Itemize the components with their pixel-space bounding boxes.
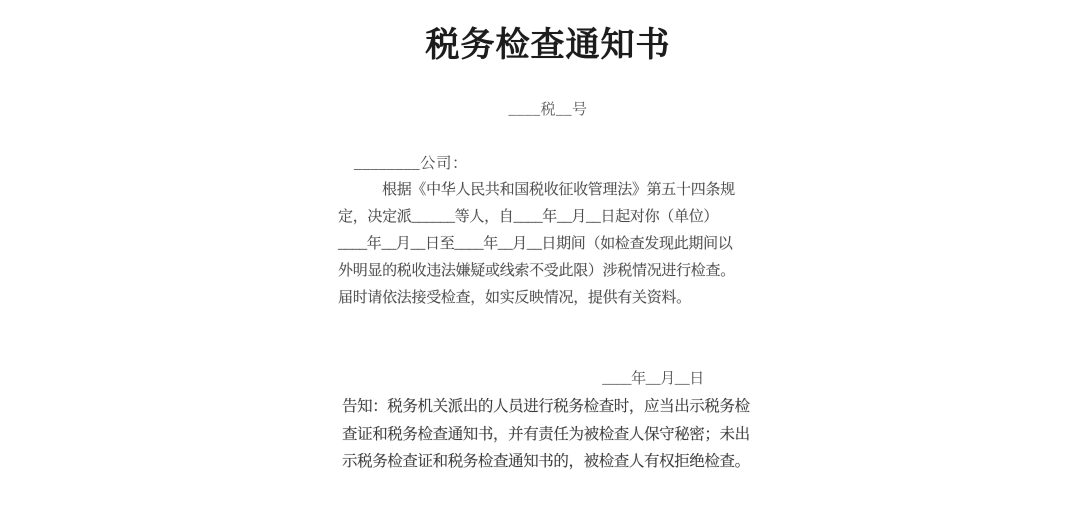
body-line-3: ____年__月__日至____年__月__日期间（如检查发现此期间以 — [338, 236, 733, 252]
document-title: 税务检查通知书 — [425, 27, 671, 64]
notice-line-3: 示税务检查证和税务检查通知书的，被检查人有权拒绝检查。 — [342, 453, 750, 470]
body-line-1: 根据《中华人民共和国税收征收管理法》第五十四条规 — [382, 182, 735, 198]
notice-paragraph — [342, 393, 782, 476]
body-line-4: 外明显的税收违法嫌疑或线索不受此限）涉税情况进行检查。 — [338, 263, 735, 279]
body-paragraph — [338, 177, 768, 312]
notice-line-1: 告知：税务机关派出的人员进行税务检查时，应当出示税务检 — [342, 398, 750, 415]
body-line-2: 定，决定派______等人，自____年__月__日起对你（单位） — [338, 209, 719, 225]
document-number-line: ____税__号 — [508, 102, 588, 118]
notice-line-2: 查证和税务检查通知书，并有责任为被检查人保守秘密；未出 — [342, 425, 750, 443]
recipient-company-line: ________公司： — [354, 155, 469, 172]
signature-date-line: ____年__月__日 — [602, 371, 704, 387]
body-line-5: 届时请依法接受检查，如实反映情况，提供有关资料。 — [338, 290, 691, 306]
